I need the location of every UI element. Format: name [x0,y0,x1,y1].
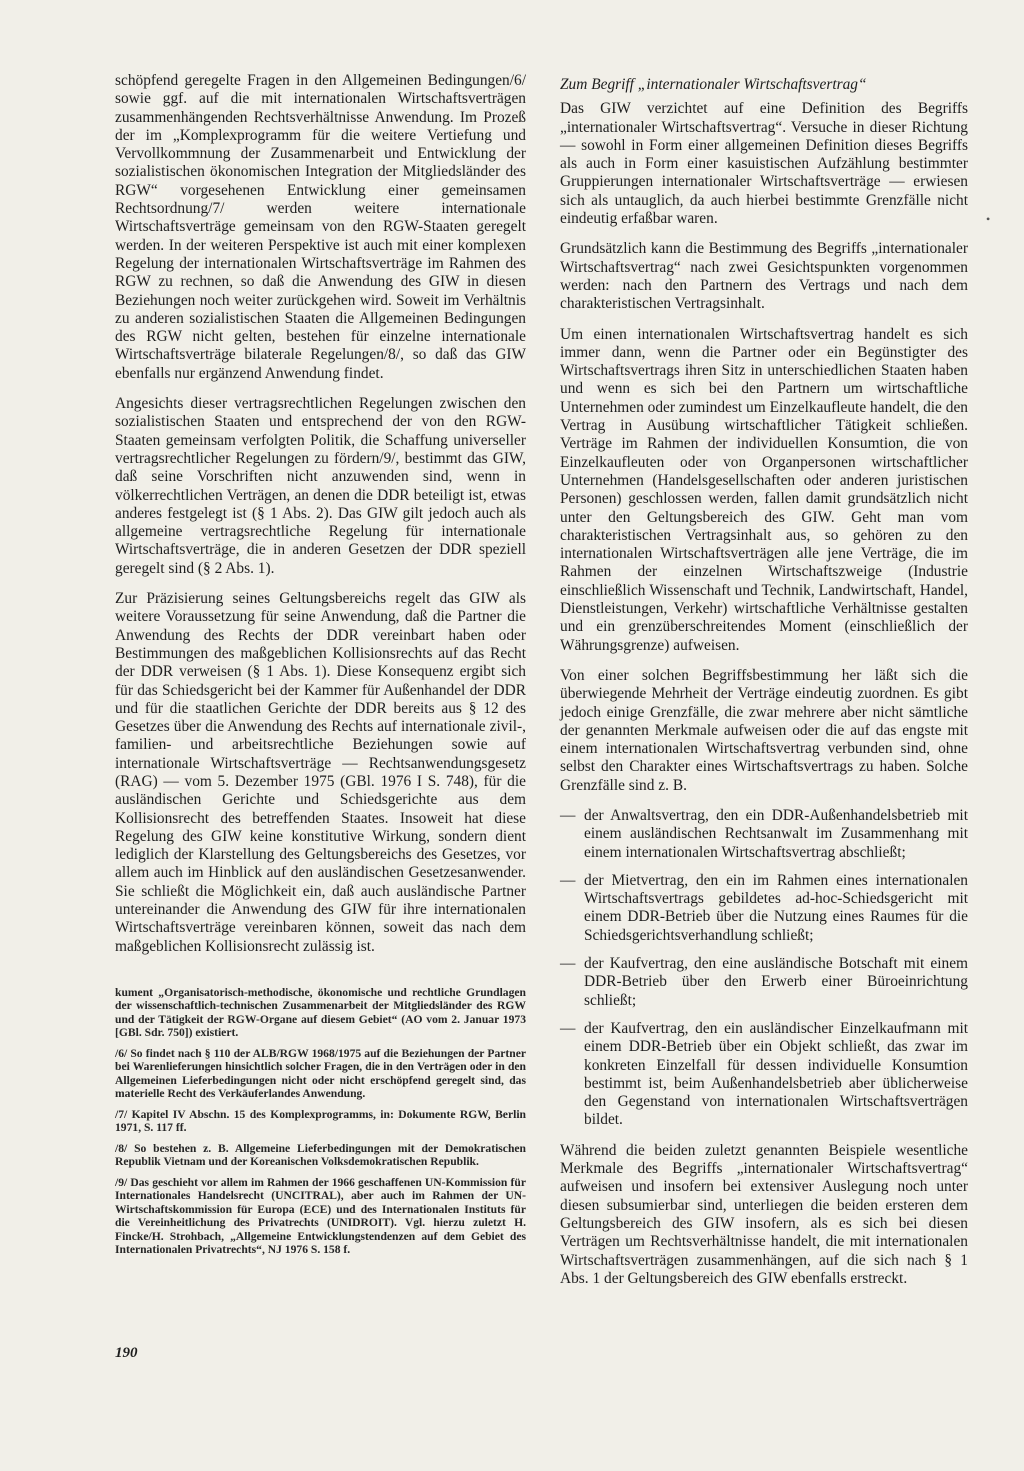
list-item [560,807,968,862]
list-item [560,955,968,1010]
footnote: /8/ So bestehen z. B. Allgemeine Lieferbedingungen mit der Demokratischen Republik Vietnam und der Koreanischen Volksdemokratischen Republik. [115,1141,526,1169]
list-item [560,872,968,945]
list-item [560,1020,968,1130]
closing-paragraph: Während die beiden zuletzt genannten Beispiele wesentliche Merkmale des Begriffs „internationaler Wirtschaftsvertrag“ aufweisen und insofern bei extensiver Auslegung noch unter diesen subsumierbar sind, unterliegen die beiden ersteren dem Geltungsbereich des GIW insofern, als es sich bei diesen Verträgen um Rechtsverhältnisse handelt, die mit internationalen Wirtschaftsverträgen zusammenhängen, auf die sich nach § 1 Abs. 1 der Geltungsbereich des GIW ebenfalls erstreckt. [560,1141,968,1287]
body-paragraph: Zur Präzisierung seines Geltungsbereichs regelt das GIW als weitere Voraussetzung für seine Anwendung, daß die Partner die Anwendung des Rechts der DDR vereinbart haben oder Bestimmungen des maßgeblichen Kollisionsrechts auf das Recht der DDR verweisen (§ 1 Abs. 1). Diese Konsequenz ergibt sich für das Schiedsgericht bei der Kammer für Außenhandel der DDR und für die staatlichen Gerichte der DDR bereits aus § 12 des Gesetzes über die Anwendung des Rechts auf internationale zivil-, familien- und arbeitsrechtliche Beziehungen sowie auf internationale Wirtschaftsverträge — Rechtsanwendungsgesetz (RAG) — vom 5. Dezember 1975 (GBl. 1976 I S. 748), für die ausländischen Gerichte und Schiedsgerichte aus dem Kollisionsrecht des betreffenden Staates. Insoweit hat diese Regelung des GIW keine konstitutive Wirkung, sondern dient lediglich der Klarstellung des Geltungsbereichs des Gesetzes, vor allem auch im Hinblick auf den ausländischen Gesetzesanwender. Sie schließt die Möglichkeit ein, daß auch ausländische Partner untereinander die Anwendung des GIW für ihre internationalen Wirtschaftsverträge vereinbaren können, soweit das nach dem maßgeblichen Kollisionsrecht zulässig ist. [115,590,526,955]
footnote: /7/ Kapitel IV Abschn. 15 des Komplexprogramms, in: Dokumente RGW, Berlin 1971, S. 117 ff. [115,1107,526,1135]
body-paragraph: Von einer solchen Begriffsbestimmung her läßt sich die überwiegende Mehrheit der Verträge eindeutig zuordnen. Es gibt jedoch einige Grenzfälle, die zwar mehrere aber nicht sämtliche der genannten Merkmale aufweisen oder die auf das engste mit einem internationalen Wirtschaftsvertrag verbunden sind, ohne selbst den Charakter eines Wirtschaftsvertrags zu haben. Solche Grenzfälle sind z. B. [560,666,968,794]
right-column [560,72,968,1300]
footnote: /9/ Das geschieht vor allem im Rahmen der 1966 geschaffenen UN-Kommission für Internationales Handelsrecht (UNCITRAL), aber auch im Rahmen der UN-Wirtschaftskommission für Europa (ECE) und des Internationalen Instituts für die Vereinheitlichung des Privatrechts (UNIDROIT). Vgl. hierzu zuletzt H. Fincke/H. Strohbach, „Allgemeine Entwicklungstendenzen auf dem Gebiet des Internationalen Privatrechts“, NJ 1976 S. 158 f. [115,1175,526,1257]
footnote: /6/ So findet nach § 110 der ALB/RGW 1968/1975 auf die Beziehungen der Partner bei Warenlieferungen hinsichtlich solcher Fragen, die in den Verträgen oder in den Allgemeinen Lieferbedingungen nicht oder nicht erschöpfend geregelt sind, das materielle Recht des Verkäuferlandes Anwendung. [115,1046,526,1101]
dash-bullet: — [560,806,576,824]
scan-speck: • [986,212,991,226]
list-item-text: der Anwaltsvertrag, den ein DDR-Außenhandelsbetrieb mit einem ausländischen Rechtsanwalt im Zusammenhang mit einem internationalen Wirtschaftsvertrag abschließt; [584,806,968,861]
list-item-text: der Kaufvertrag, den eine ausländische Botschaft mit einem DDR-Betrieb über den Erwerb einer Büroeinrichtung schließt; [584,955,968,1009]
section-title: Zum Begriff „internationaler Wirtschaftsvertrag“ [560,76,867,93]
body-paragraph: schöpfend geregelte Fragen in den Allgemeinen Bedingungen/6/ sowie ggf. auf die mit internationalen Wirtschaftsverträgen zusammenhängenden Rechtsverhältnisse Anwendung. Im Prozeß der im „Komplexprogramm für die weitere Vertiefung und Vervollkommnung der Zusammenarbeit und Entwicklung der sozialistischen ökonomischen Integration der Mitgliedsländer des RGW“ vorgesehenen Entwicklung einer gemeinsamen Rechtsordnung/7/ werden weitere internationale Wirtschaftsverträge gemeinsam von den RGW-Staaten geregelt werden. In der weiteren Perspektive ist auch mit einer komplexen Regelung der internationalen Wirtschaftsverträge im Rahmen des RGW zu rechnen, so daß die Anwendung des GIW in diesen Beziehungen noch weiter zurückgehen wird. Soweit im Verhältnis zu anderen sozialistischen Staaten die Allgemeinen Bedingungen des RGW nicht gelten, bestehen für einzelne internationale Wirtschaftsverträge bilaterale Regelungen/8/, so daß das GIW ebenfalls nur ergänzend Anwendung findet. [115,72,526,382]
body-paragraph: Grundsätzlich kann die Bestimmung des Begriffs „internationaler Wirtschaftsvertrag“ nach zwei Gesichtspunkten vorgenommen werden: nach den Partnern des Vertrags und nach dem charakteristischen Vertragsinhalt. [560,240,968,313]
body-paragraph: Das GIW verzichtet auf eine Definition des Begriffs „internationaler Wirtschaftsvertrag“. Versuche in dieser Richtung — sowohl in Form einer allgemeinen Definition dieses Begriffs als auch in Form einer kasuistischen Aufzählung bestimmter Gruppierungen internationaler Wirtschaftsverträge — erwiesen sich als untauglich, da auch hierbei bestimmte Grenzfälle nicht eindeutig erfaßbar waren. [560,100,968,228]
list-item-text: der Kaufvertrag, den ein ausländischer Einzelkaufmann mit einem DDR-Betrieb über ein Objekt schließt, das zwar im konkreten Einzelfall für dessen individuelle Konsumtion bestimmt ist, beim Außenhandelsbetrieb aber üblicherweise den Gegenstand von internationalen Wirtschaftsverträgen bildet. [584,1019,968,1129]
dash-bullet: — [560,955,576,973]
dash-bullet: — [560,871,576,889]
body-paragraph: Angesichts dieser vertragsrechtlichen Regelungen zwischen den sozialistischen Staaten und entsprechend der von den RGW-Staaten gemeinsam verfolgten Politik, die Schaffung universeller vertragsrechtlicher Regelungen zu fördern/9/, bestimmt das GIW, daß seine Vorschriften nicht anzuwenden sind, wenn in völkerrechtlichen Verträgen, an denen die DDR beteiligt ist, etwas anderes festgelegt ist (§ 1 Abs. 2). Das GIW gilt jedoch auch als allgemeine vertragsrechtliche Regelung für internationale Wirtschaftsverträge, die in anderen Gesetzen der DDR speziell geregelt sind (§ 2 Abs. 1). [115,395,526,577]
body-paragraph: Um einen internationalen Wirtschaftsvertrag handelt es sich immer dann, wenn die Partner oder ein Begünstigter des Wirtschaftsvertrags ihren Sitz in unterschiedlichen Staaten haben und wenn es sich bei den Partnern um wirtschaftliche Unternehmen oder zumindest um Einzelkaufleute handelt, die den Vertrag in Ausübung wirtschaftlicher Tätigkeit schließen. Verträge im Rahmen der individuellen Konsumtion, die von Einzelkaufleuten oder von Organpersonen wirtschaftlicher Unternehmen (Handelsgesellschaften oder anderen juristischen Personen) geschlossen werden, fallen damit grundsätzlich nicht unter den Geltungsbereich des GIW. Geht man vom charakteristischen Vertragsinhalt aus, so gehören zu den internationalen Wirtschaftsverträgen alle jene Verträge, die im Rahmen der einzelnen Wirtschaftszweige (Industrie einschließlich Wissenschaft und Technik, Landwirtschaft, Handel, Dienstleistungen, Verkehr) wirtschaftliche Verhältnisse gestalten und ein grenzüberschreitendes Moment (einschließlich der Währungsgrenze) aufweisen. [560,325,968,654]
left-column [115,72,526,1264]
footnotes [115,986,526,1257]
list-item-text: der Mietvertrag, den ein im Rahmen eines internationalen Wirtschaftsvertrags gebildetes ad-hoc-Schiedsgericht mit einem DDR-Betrieb über die Nutzung eines Raumes für die Schiedsgerichtsverhandlung schließt; [584,871,968,944]
page-number: 190 [115,1345,138,1361]
footnote: kument „Organisatorisch-methodische, ökonomische und rechtliche Grundlagen der wissenschaftlich-technischen Zusammenarbeit der Mitgliedsländer des RGW und der Tätigkeit der RGW-Organe auf diesem Gebiet“ (AO vom 2. Januar 1973 [GBl. Sdr. 750]) existiert. [115,985,526,1040]
dash-bullet: — [560,1019,576,1037]
example-list [560,807,968,1130]
